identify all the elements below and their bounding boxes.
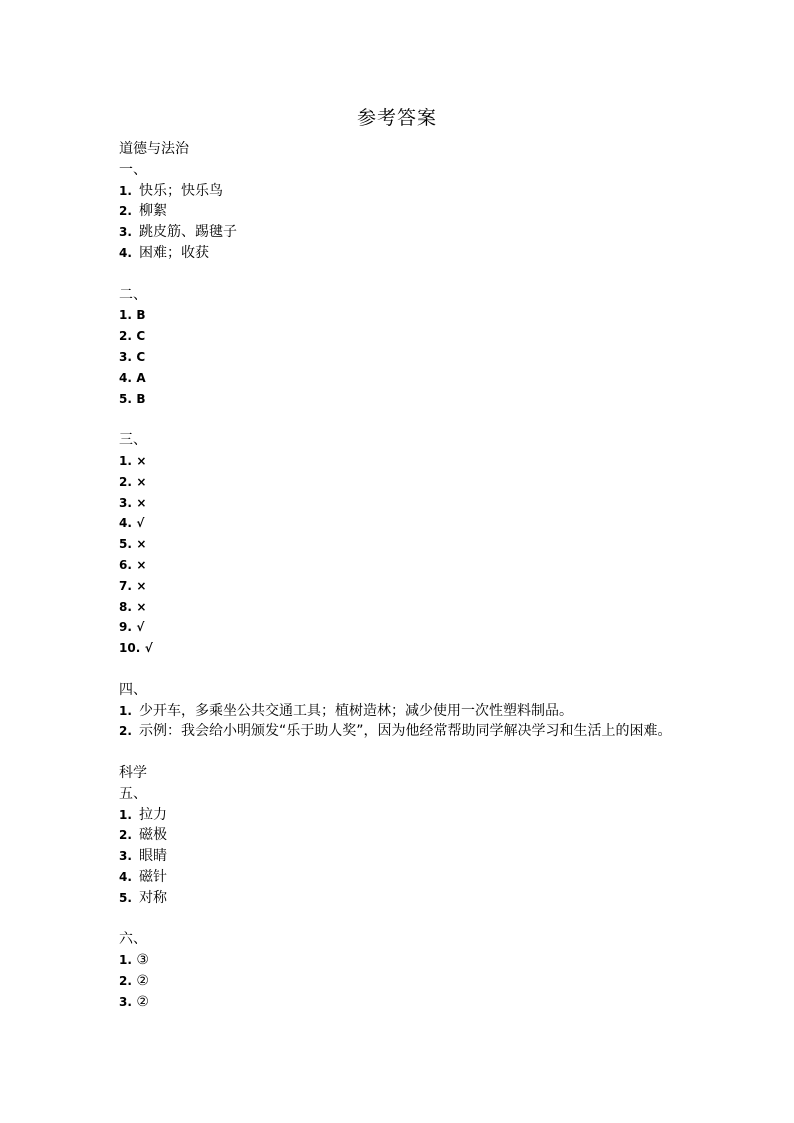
item-answer: 快乐；快乐鸟 — [139, 182, 223, 199]
item-answer: × — [136, 599, 147, 614]
item-answer: 磁针 — [139, 868, 167, 885]
item-answer: C — [136, 329, 146, 344]
item-number: 4. — [119, 370, 132, 385]
item-answer: 少开车，多乘坐公共交通工具；植树造林；减少使用一次性塑料制品。 — [139, 702, 573, 719]
list-item — [119, 846, 719, 867]
section-heading-5: 五、 — [119, 785, 147, 802]
item-answer: 示例：我会给小明颁发“乐于助人奖”，因为他经常帮助同学解决学习和生活上的困难。 — [139, 723, 672, 740]
section-heading-2: 二、 — [119, 286, 147, 303]
item-number: 9. — [119, 620, 132, 635]
list-item — [119, 243, 719, 264]
item-answer: 磁极 — [139, 827, 167, 844]
list-item — [119, 368, 719, 389]
item-answer: 眼睛 — [139, 848, 167, 865]
list-item — [119, 971, 719, 992]
item-number: 1. — [119, 703, 132, 718]
item-number: 1. — [119, 953, 132, 968]
section-heading-3: 三、 — [119, 432, 147, 449]
item-answer: ② — [136, 993, 149, 1010]
item-number: 1. — [119, 308, 132, 323]
page-title: 参考答案 — [356, 107, 437, 129]
item-answer: × — [136, 578, 147, 593]
item-answer: √ — [144, 641, 153, 656]
item-answer: B — [136, 308, 146, 323]
item-number: 1. — [119, 453, 132, 468]
item-number: 1. — [119, 183, 132, 198]
list-item — [119, 576, 719, 597]
item-number: 2. — [119, 973, 132, 988]
item-number: 5. — [119, 391, 132, 406]
item-answer: B — [136, 391, 146, 406]
spacer — [119, 264, 719, 285]
list-item — [119, 222, 719, 243]
list-item — [119, 825, 719, 846]
item-answer: × — [136, 557, 147, 572]
item-answer: 跳皮筋、踢毽子 — [139, 224, 237, 241]
item-number: 7. — [119, 578, 132, 593]
item-answer: 对称 — [139, 889, 167, 906]
item-number: 2. — [119, 724, 132, 739]
item-answer: ② — [136, 972, 149, 989]
item-number: 3. — [119, 349, 132, 364]
spacer — [119, 659, 719, 680]
item-answer: × — [136, 474, 147, 489]
item-number: 8. — [119, 599, 132, 614]
list-item — [119, 513, 719, 534]
item-number: 2. — [119, 329, 132, 344]
list-item — [119, 389, 719, 410]
list-item — [119, 701, 719, 722]
list-item — [119, 326, 719, 347]
subject-heading-science: 科学 — [119, 764, 147, 781]
spacer — [119, 742, 719, 763]
list-item — [119, 534, 719, 555]
list-item — [119, 721, 719, 742]
item-answer: 困难；收获 — [139, 244, 209, 261]
item-answer: × — [136, 537, 147, 552]
section-heading-6: 六、 — [119, 931, 147, 948]
list-item — [119, 805, 719, 826]
item-number: 10. — [119, 641, 141, 656]
item-answer: C — [136, 349, 146, 364]
list-item — [119, 888, 719, 909]
item-answer: √ — [136, 516, 145, 531]
item-number: 1. — [119, 807, 132, 822]
list-item — [119, 638, 719, 659]
list-item — [119, 201, 719, 222]
list-item — [119, 992, 719, 1013]
item-answer: × — [136, 453, 147, 468]
section-heading-1: 一、 — [119, 161, 147, 178]
item-number: 2. — [119, 828, 132, 843]
list-item — [119, 181, 719, 202]
spacer — [119, 908, 719, 929]
item-answer: 柳絮 — [139, 203, 167, 220]
item-number: 2. — [119, 204, 132, 219]
list-item — [119, 950, 719, 971]
item-answer: √ — [136, 620, 145, 635]
list-item — [119, 451, 719, 472]
item-answer: × — [136, 495, 147, 510]
list-item — [119, 347, 719, 368]
item-number: 3. — [119, 994, 132, 1009]
spacer — [119, 409, 719, 430]
list-item — [119, 597, 719, 618]
list-item — [119, 472, 719, 493]
answer-content — [119, 139, 719, 1012]
item-number: 5. — [119, 890, 132, 905]
item-answer: A — [136, 370, 146, 385]
list-item — [119, 555, 719, 576]
list-item — [119, 493, 719, 514]
subject-heading-morality: 道德与法治 — [119, 141, 189, 157]
item-number: 3. — [119, 849, 132, 864]
item-number: 6. — [119, 557, 132, 572]
item-number: 2. — [119, 474, 132, 489]
list-item — [119, 617, 719, 638]
item-number: 3. — [119, 495, 132, 510]
item-number: 4. — [119, 516, 132, 531]
item-answer: ③ — [136, 952, 149, 969]
section-heading-4: 四、 — [119, 681, 147, 698]
item-number: 4. — [119, 245, 132, 260]
item-number: 3. — [119, 225, 132, 240]
item-answer: 拉力 — [139, 806, 167, 823]
list-item — [119, 867, 719, 888]
item-number: 4. — [119, 869, 132, 884]
item-number: 5. — [119, 537, 132, 552]
list-item — [119, 305, 719, 326]
